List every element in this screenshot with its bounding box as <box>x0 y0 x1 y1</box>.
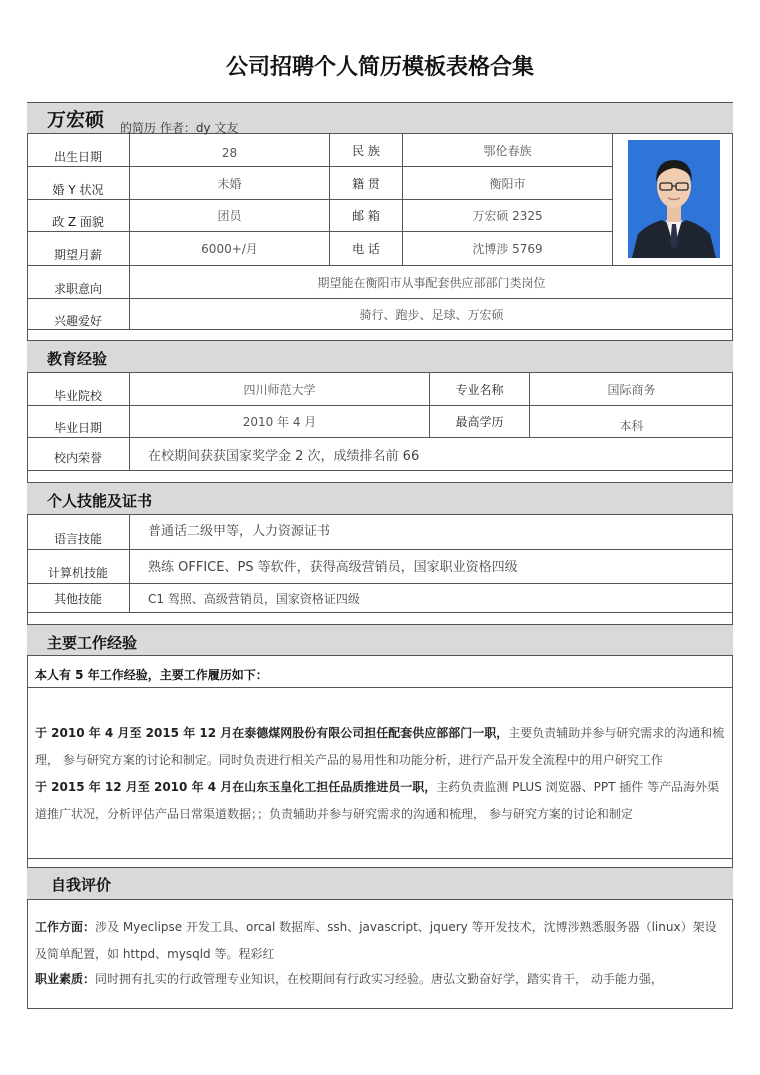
self-eval-header <box>27 867 733 900</box>
language-skill-value: 普通话二级甲等，人力资源证书 <box>130 515 733 550</box>
school-value: 四川师范大学 <box>130 373 430 406</box>
hobby-label: 兴趣爱好 <box>27 299 130 330</box>
self-eval-work <box>35 914 727 968</box>
degree-label: 最高学历 <box>430 406 530 438</box>
self-eval-quality-text: 同时拥有扎实的行政管理专业知识，在校期间有行政实习经验。唐弘文勤奋好学，踏实肯干， 动手能力强， <box>95 972 663 986</box>
skills-title: 个人技能及证书 <box>47 492 153 510</box>
hobby-value: 骑行、跑步、足球、万宏硕 <box>130 299 733 330</box>
work-header <box>27 624 733 656</box>
education-title: 教育经验 <box>47 350 108 368</box>
honor-value: 在校期间获获国家奖学金 2 次，成绩排名前 66 <box>130 438 733 471</box>
intent-value: 期望能在衡阳市从事配套供应部部门类岗位 <box>130 266 733 299</box>
self-eval-quality <box>35 966 727 993</box>
hometown-value: 衡阳市 <box>403 167 613 200</box>
birth-value: 28 <box>130 134 330 167</box>
ethnicity-label: 民 族 <box>330 134 403 167</box>
salary-label: 期望月薪 <box>27 232 130 266</box>
political-value: 团员 <box>130 200 330 232</box>
marital-value: 未婚 <box>130 167 330 200</box>
page-title: 公司招聘个人简历模板表格合集 <box>225 55 534 80</box>
hometown-label: 籍 贯 <box>330 167 403 200</box>
computer-skill-value: 熟练 OFFICE、PS 等软件，获得高级营销员，国家职业资格四级 <box>130 550 733 584</box>
honor-label: 校内荣誉 <box>27 438 130 471</box>
intent-label: 求职意向 <box>27 266 130 299</box>
language-skill-label: 语言技能 <box>27 515 130 550</box>
work-2-period: 于 2015 年 12 月至 2010 年 4 月在山东玉皇化工担任品质推进员一职， <box>35 780 437 794</box>
work-paragraph-2 <box>35 774 727 828</box>
photo-frame <box>613 134 733 266</box>
resume-subtitle: 的简历 作者：dy 文友 <box>120 121 239 135</box>
profile-header <box>27 102 733 134</box>
self-eval-quality-label: 职业素质： <box>35 972 96 986</box>
education-header <box>27 340 733 373</box>
work-1-period: 于 2010 年 4 月至 2015 年 12 月在泰德煤网股份有限公司担任配套供应部部门一职， <box>35 726 509 740</box>
work-title: 主要工作经验 <box>47 634 138 652</box>
major-value: 国际商务 <box>530 373 733 406</box>
phone-label: 电 话 <box>330 232 403 266</box>
salary-value: 6000+/月 <box>130 232 330 266</box>
email-label: 邮 箱 <box>330 200 403 232</box>
degree-value: 本科 <box>530 406 733 438</box>
work-2-detail: 主药负责监测 PLUS 浏览器、PPT 插件 等产品海外渠道推广状况，分析评估产品日常渠道数据；；负责辅助并参与研究需求的沟通和梳理， 参与研究方案的讨论和制定 <box>35 780 720 821</box>
self-eval-title: 自我评价 <box>51 876 112 894</box>
ethnicity-value: 鄂伦春族 <box>403 134 613 167</box>
birth-label: 出生日期 <box>27 134 130 167</box>
other-skill-value: C1 驾照、高级营销员，国家资格证四级 <box>130 584 733 613</box>
self-eval-work-text: 涉及 Myeclipse 开发工具、orcal 数据库、ssh、javascript、jquery 等开发技术，沈博涉熟悉服务器（linux）架设及简单配置，如 httpd、mysqld 等。程彩红 <box>35 920 717 961</box>
school-label: 毕业院校 <box>27 373 130 406</box>
email-value: 万宏硕 2325 <box>403 200 613 232</box>
grad-date-label: 毕业日期 <box>27 406 130 438</box>
political-label: 政 Z 面貌 <box>27 200 130 232</box>
grad-date-value: 2010 年 4 月 <box>130 406 430 438</box>
skills-header <box>27 482 733 515</box>
work-intro: 本人有 5 年工作经验，主要工作履历如下： <box>27 656 733 688</box>
work-1-detail: 主要负责辅助并参与研究需求的沟通和梳理， 参与研究方案的讨论和制定。同时负责进行相关产品的易用性和功能分析，进行产品开发全流程中的用户研究工作 <box>35 726 725 767</box>
computer-skill-label: 计算机技能 <box>27 550 130 584</box>
phone-value: 沈博涉 5769 <box>403 232 613 266</box>
marital-label: 婚 Y 状况 <box>27 167 130 200</box>
candidate-name: 万宏硕 <box>47 109 105 131</box>
major-label: 专业名称 <box>430 373 530 406</box>
work-paragraph-1 <box>35 720 727 774</box>
other-skill-label: 其他技能 <box>27 584 130 613</box>
self-eval-work-label: 工作方面： <box>35 920 96 934</box>
